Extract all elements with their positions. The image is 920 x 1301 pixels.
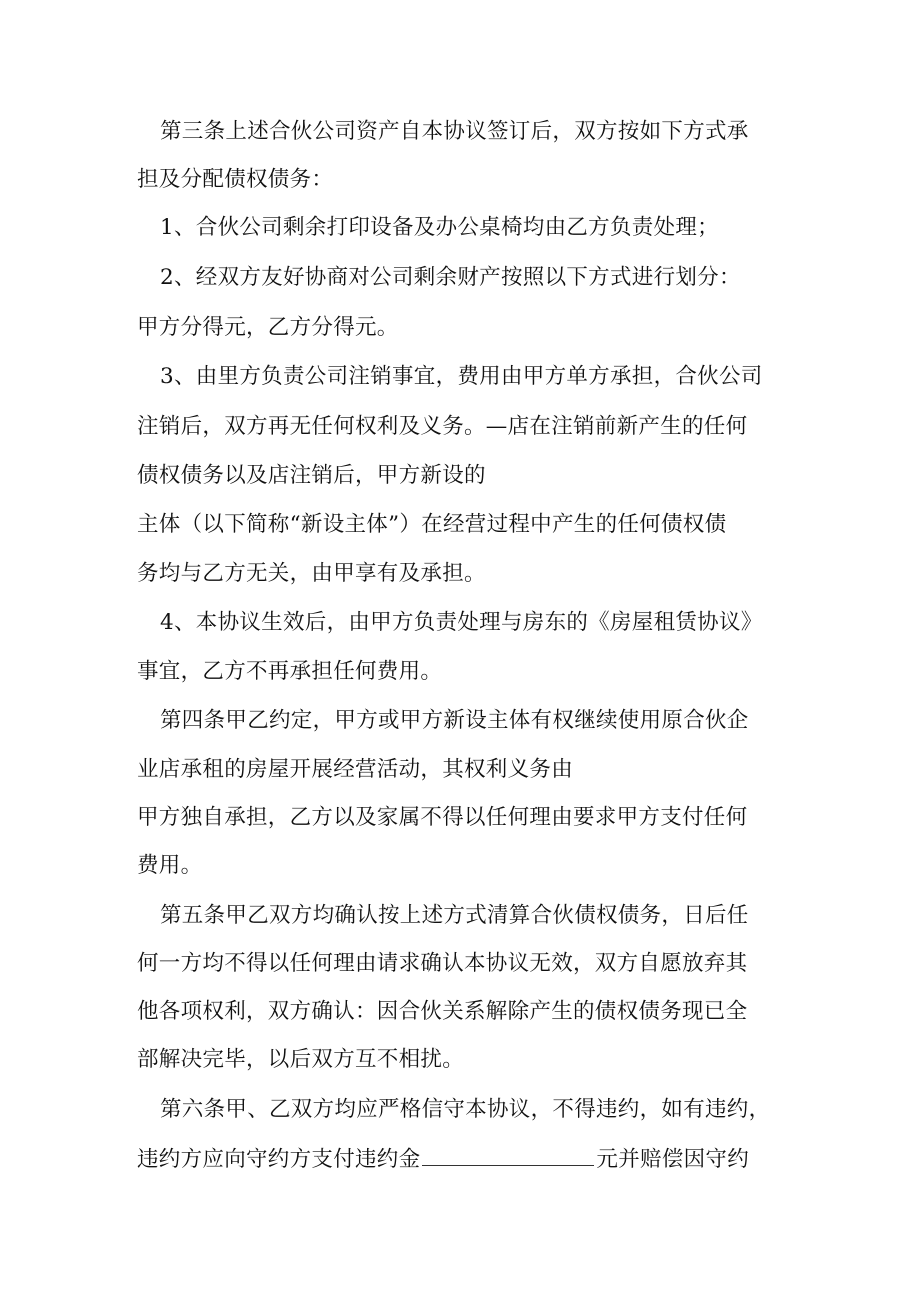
text-line: 业店承租的房屋开展经营活动，其权利义务由	[137, 757, 574, 782]
text-line: 3、由里方负责公司注销事宜，费用由甲方单方承担，合伙公司	[160, 364, 763, 389]
text-line-with-blank	[137, 1147, 749, 1172]
text-line: 第六条甲、乙双方均应严格信守本协议，不得违约，如有违约，	[160, 1097, 771, 1122]
text-line: 甲方分得元，乙方分得元。	[137, 315, 399, 340]
text-line: 部解决完毕，以后双方互不相扰。	[137, 1047, 465, 1072]
text-line: 他各项权利，双方确认：因合伙关系解除产生的债权债务现已全	[137, 999, 748, 1024]
text-line: 第三条上述合伙公司资产自本协议签订后，双方按如下方式承	[160, 119, 749, 144]
text-line: 主体（以下简称“新设主体”）在经营过程中产生的任何债权债	[137, 512, 727, 537]
text-line: 担及分配债权债务：	[137, 167, 334, 192]
text-line: 债权债务以及店注销后，甲方新设的	[137, 463, 486, 488]
text-line: 1、合伙公司剩余打印设备及办公桌椅均由乙方负责处理；	[160, 215, 719, 240]
text-line: 注销后，双方再无任何权利及义务。—店在注销前新产生的任何	[137, 414, 748, 439]
text-line: 何一方均不得以任何理由请求确认本协议无效，双方自愿放弃其	[137, 951, 748, 976]
text-line: 事宜，乙方不再承担任何费用。	[137, 659, 443, 684]
text-line: 第四条甲乙约定，甲方或甲方新设主体有权继续使用原合伙企	[160, 708, 749, 733]
text-line: 第五条甲乙双方均确认按上述方式清算合伙债权债务，日后任	[160, 903, 749, 928]
text-line: 2、经双方友好协商对公司剩余财产按照以下方式进行划分：	[160, 265, 741, 290]
text-line: 费用。	[137, 853, 203, 878]
text-line: 甲方独自承担，乙方以及家属不得以任何理由要求甲方支付任何	[137, 805, 748, 830]
text-after-blank: 元并赔偿因守约	[596, 1147, 750, 1172]
text-line: 4、本协议生效后，由甲方负责处理与房东的《房屋租赁协议》	[160, 610, 763, 635]
amount-blank	[422, 1147, 594, 1166]
text-before-blank: 违约方应向守约方支付违约金	[137, 1147, 421, 1172]
text-line: 务均与乙方无关，由甲享有及承担。	[137, 561, 486, 586]
